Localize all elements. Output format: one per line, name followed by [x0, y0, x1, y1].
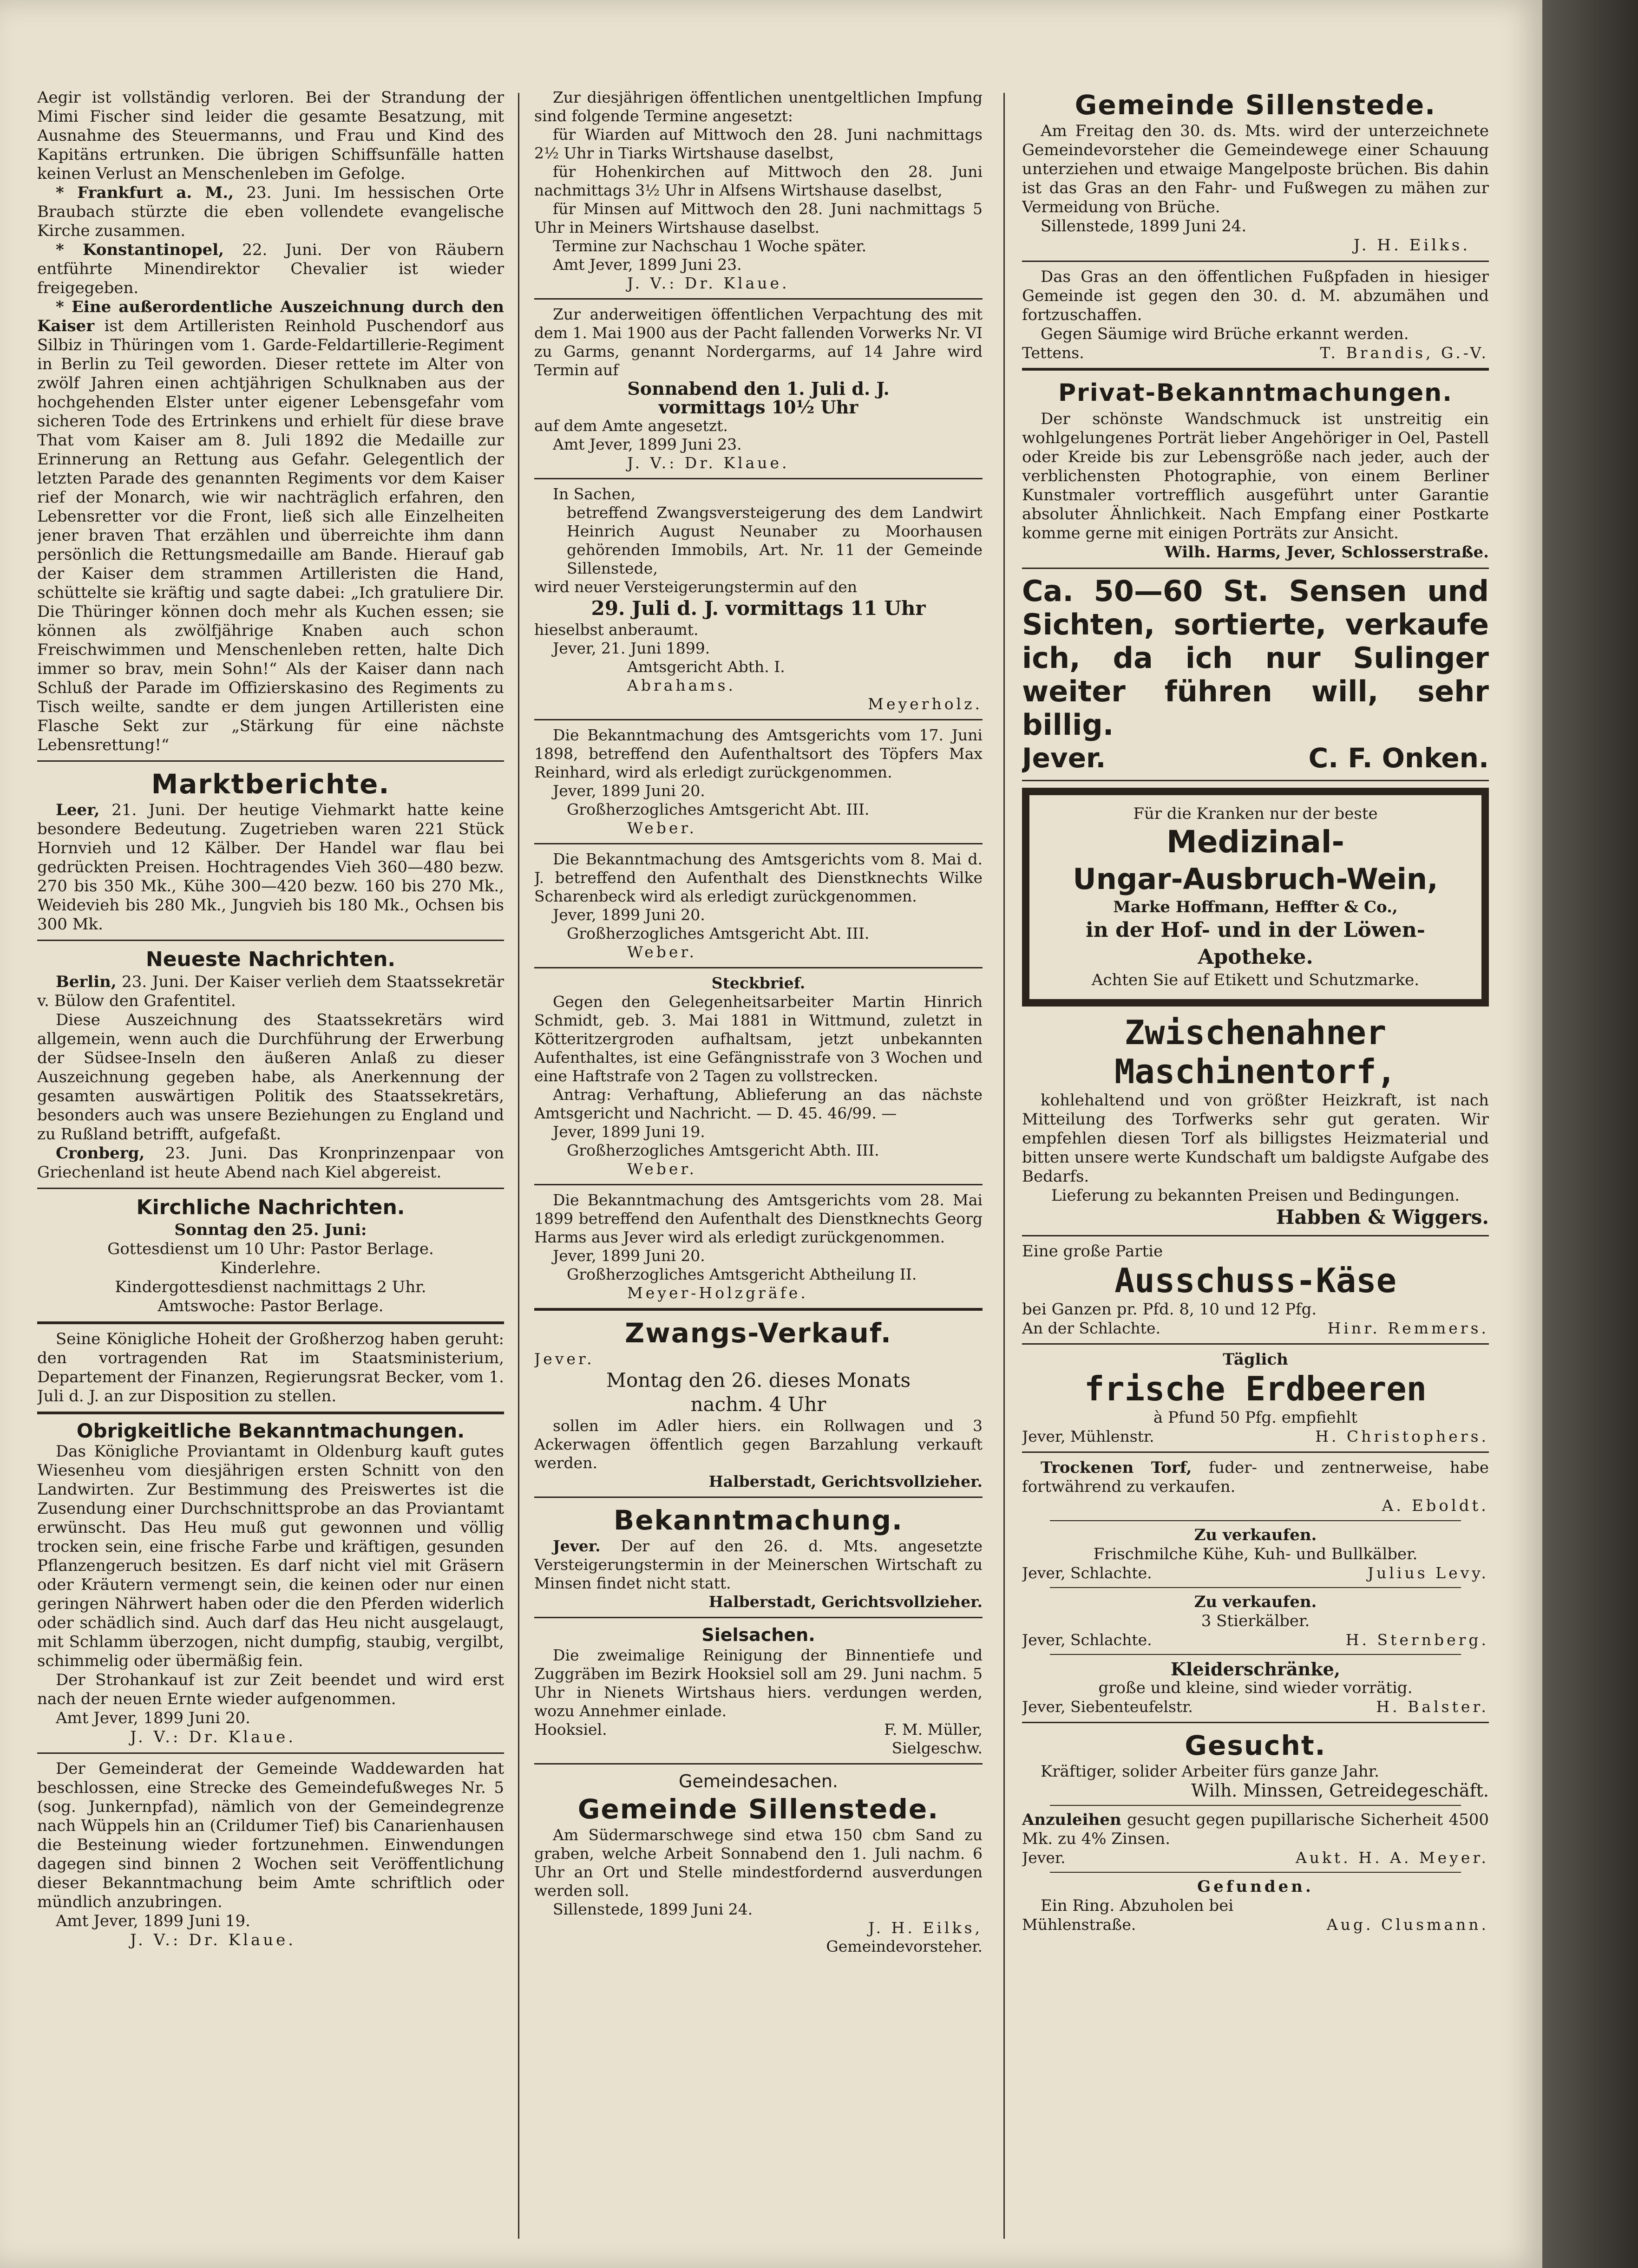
lease-date: Sonnabend den 1. Juli d. J.	[627, 378, 890, 399]
for-sale-heading: Zu verkaufen.	[1194, 1593, 1317, 1611]
divider	[37, 1412, 504, 1414]
divider	[1022, 780, 1489, 781]
divider	[1022, 1451, 1489, 1453]
notice-signature: J. V.: Dr. Klaue.	[627, 274, 790, 292]
road-inspection-notice: Am Freitag den 30. ds. Mts. wird der unterzeichnete Gemeindevorsteher die Gemeindewege einer Schauung unterziehen und etwaige Mangelposte brüchen. Bis dahin ist das Gras an den Fahr- und Fußwegen zu mähen zur Vermeidung von Brüche.	[1022, 122, 1489, 216]
signature-name: Hinr. Remmers.	[1327, 1319, 1489, 1337]
divider	[1022, 261, 1489, 262]
wardrobe-heading: Kleiderschränke,	[1170, 1659, 1340, 1680]
lease-time: vormittags 10½ Uhr	[658, 397, 858, 418]
signature-name: H. Christophers.	[1315, 1427, 1489, 1445]
notice-date: Jever, 1899 Juni 20.	[553, 906, 705, 924]
warrant-request: Antrag: Verhaftung, Ablieferung an das nächste Amtsgericht und Nachricht. — D. 45. 46/99. —	[534, 1085, 983, 1122]
signature-row	[1022, 1427, 1489, 1446]
wardrobe-text: große und kleine, sind wieder vorrätig.	[1098, 1679, 1413, 1697]
church-service-line: Amtswoche: Pastor Berlage.	[157, 1297, 384, 1315]
vaccination-intro: Zur diesjährigen öffentlichen unentgeltlichen Impfung sind folgende Termine angesetzt:	[534, 88, 983, 125]
forced-sale-heading: Zwangs-Verkauf.	[625, 1317, 892, 1349]
auction-place: hieselbst anberaumt.	[534, 621, 699, 639]
signature-name: Julius Levy.	[1367, 1564, 1489, 1582]
notice-signature: Meyer-Holzgräfe.	[627, 1284, 808, 1302]
notice-date: Sillenstede, 1899 Juni 24.	[553, 1900, 753, 1918]
signature-place: Jever.	[1022, 1849, 1066, 1867]
grass-mowing-notice: Das Gras an den öffentlichen Fußpfaden in hiesiger Gemeinde ist gegen den 30. d. M. abzumähen und fortzuschaffen.	[1022, 268, 1489, 324]
loan-ad	[1022, 1810, 1489, 1849]
for-sale-text: Frischmilche Kühe, Kuh- und Bullkälber.	[1093, 1545, 1418, 1563]
divider	[534, 1763, 983, 1765]
official-notice-footpath: Der Gemeinderat der Gemeinde Waddewarden hat beschlossen, eine Strecke des Gemeindefußweges Nr. 5 (sog. Junkernpfad), nämlich von der Gemeindegrenze nach Wüppels hin an (Crildumer Tief) bis Canarienhausen die Besteinung wieder fortzunehmen. Einwendungen dagegen sind binnen 2 Wochen seit Veröffentlichung dieser Bekanntmachung beim Amte schriftlich oder mündlich anzubringen.	[37, 1759, 504, 1911]
divider	[1022, 1722, 1489, 1723]
signature-place: Jever, Schlachte.	[1022, 1631, 1152, 1649]
loan-ad-head: Anzuleihen	[1022, 1810, 1121, 1829]
lease-notice: Zur anderweitigen öffentlichen Verpachtung des mit dem 1. Mai 1900 aus der Pacht fallenden Vorwerks Nr. VI zu Garms, genannt Nordergarms, auf 14 Jahre wird Termin auf	[534, 305, 983, 379]
notice-signature: J. V.: Dr. Klaue.	[130, 1931, 296, 1949]
signature-row	[534, 1720, 983, 1739]
column-left	[37, 88, 504, 1950]
notice-signature: J. H. Eilks.	[1353, 236, 1470, 255]
news-frankfurt	[37, 183, 504, 241]
column-rule-1	[518, 93, 519, 2239]
signature-name: F. M. Müller,	[884, 1720, 983, 1739]
church-news-heading: Kirchliche Nachrichten.	[136, 1196, 405, 1219]
notice-date: Jever, 1899 Juni 20.	[553, 782, 705, 800]
latest-news-berlin	[37, 973, 504, 1011]
loan-ad-body: gesucht gegen pupillarische Sicherheit 4500 Mk. zu 4% Zinsen.	[1022, 1810, 1489, 1848]
cheese-ad-title: Ausschuss-Käse	[1114, 1261, 1396, 1300]
divider	[534, 967, 983, 968]
column-right	[1022, 88, 1489, 1934]
signature-place: Hooksiel.	[534, 1720, 607, 1739]
column-middle	[534, 88, 983, 1956]
court-notice-scharenbeck: Die Bekanntmachung des Amtsgerichts vom 8. Mai d. J. betreffend den Aufenthalt des Dienstknechts Wilke Scharenbeck wird als erledigt zurückgenommen.	[534, 850, 983, 905]
divider	[1050, 1520, 1461, 1521]
dry-peat-ad	[1022, 1458, 1489, 1497]
municipality-heading: Gemeinde Sillenstede.	[577, 1793, 939, 1825]
court-name: Großherzogliches Amtsgericht Abtheilung II.	[567, 1265, 917, 1283]
signature-place: An der Schlachte.	[1022, 1319, 1161, 1337]
peat-ad-terms: Lieferung zu bekannten Preisen und Bedingungen.	[1051, 1186, 1460, 1205]
news-konstantinopel	[37, 241, 504, 298]
signature-place: Mühlenstraße.	[1022, 1915, 1136, 1934]
wine-ad-line: Für die Kranken nur der beste	[1133, 804, 1378, 823]
latest-news-award: Diese Auszeichnung des Staatssekretärs wird allgemein, wenn auch die Durchführung der Erwerbung der Südsee-Inseln den äußeren Anlaß zu dieser Auszeichnung gegeben habe, als Anerkennung der gesamten auswärtigen Politik des Staatssekretärs, besonders auch was unsere Beziehungen zu England und zu Rußland betrifft, aufgefaßt.	[37, 1011, 504, 1144]
wine-ad-note: Achten Sie auf Etikett und Schutzmarke.	[1091, 971, 1420, 989]
divider	[37, 760, 504, 762]
vaccination-followup: Termine zur Nachschau 1 Woche später.	[553, 237, 867, 255]
divider	[1022, 568, 1489, 569]
notice-date: Sillenstede, 1899 Juni 24.	[1041, 217, 1247, 235]
notice-date: Amt Jever, 1899 Juni 19.	[56, 1912, 250, 1930]
dike-matters-heading: Sielsachen.	[701, 1625, 815, 1645]
strawberry-ad-price: à Pfund 50 Pfg. empfiehlt	[1153, 1408, 1358, 1427]
news-kaiser	[37, 298, 504, 755]
court-name: Amtsgericht Abth. I.	[627, 658, 785, 676]
page-edge-shadow	[1542, 0, 1638, 2268]
market-report-body: 21. Juni. Der heutige Viehmarkt hatte keine besondere Bedeutung. Zugetrieben waren 221 Stück Hornvieh und 12 Kälber. Der Handel war flau bei gedrückten Preisen. Hochtragendes Vieh 360—480 bezw. 270 bis 350 Mk., Kühe 300—420 bezw. 160 bis 270 Mk., Weidevieh bis 280 Mk., Jungvieh bis 180 Mk., Ochsen bis 300 Mk.	[37, 801, 504, 934]
news-frankfurt-head: * Frankfurt a. M.,	[56, 183, 234, 202]
scythe-ad-signature-row	[1022, 742, 1489, 774]
portrait-ad-signature: Wilh. Harms, Jever, Schlosserstraße.	[1164, 543, 1489, 562]
signature-title: Sielgeschw.	[891, 1739, 983, 1757]
court-name: Großherzogliches Amtsgericht Abth. III.	[567, 1141, 879, 1159]
notice-signature: Abrahams.	[627, 676, 736, 694]
signature-name: Aug. Clusmann.	[1326, 1915, 1489, 1934]
notice-date: Amt Jever, 1899 Juni 20.	[56, 1709, 250, 1727]
signature-name: T. Brandis, G.-V.	[1320, 344, 1489, 362]
signature-row	[1022, 344, 1489, 362]
divider	[1022, 1343, 1489, 1345]
news-kaiser-body: ist dem Artilleristen Reinhold Puschendorf aus Silbiz in Thüringen vom 1. Garde-Feldartillerie-Regiment in Berlin zu Teil geworden. Dieser rettete im Alter von zwölf Jahren einen achtjährigen Schulknaben aus der hochgehenden Elster unter eigener Lebensgefahr vom sicheren Tode des Ertrinkens und erhielt für diese brave That vom Kaiser am 8. Juli 1892 die Medaille zur Erinnerung an Rettung aus Gefahr. Gelegentlich der letzten Parade des genannten Regiments vor dem Kaiser rief der Monarch, wie wir nachträglich erfahren, den Lebensretter vor die Front, ließ sich alle Einzelheiten jener braven That erzählen und überreichte ihm dann persönlich die Rettungsmedaille am Bande. Hierauf gab der Kaiser dem strammen Artilleristen die Hand, schüttelte sie kräftig und sagte dabei: „Ich gratuliere Dir. Die Thüringer können doch mehr als Kuchen essen; sie können als zwölfjährige Knaben auch schon Freischwimmen und Menschenleben retten, halte Dich immer so brav, mein Sohn!“ Als der Kaiser dann nach Schluß der Parade im Offizierskasino des Regiments zu Tisch weilte, sandte er dem jungen Artilleristen eine Flasche Sekt zur „Stärkung für eine nächste Lebensrettung!“	[37, 317, 504, 754]
dry-peat-signature: A. Eboldt.	[1382, 1497, 1489, 1515]
market-report-head: Leer,	[56, 801, 100, 819]
notice-signature: Meyerholz.	[868, 695, 983, 713]
grass-mowing-penalty: Gegen Säumige wird Brüche erkannt werden.	[1041, 325, 1409, 343]
divider	[534, 478, 983, 479]
for-sale-text: 3 Stierkälber.	[1201, 1612, 1310, 1630]
notice-date: Jever, 21. Juni 1899.	[553, 639, 710, 657]
forced-sale-signature: Halberstadt, Gerichtsvollzieher.	[708, 1472, 983, 1490]
divider	[534, 1184, 983, 1185]
peat-ad-title: Maschinentorf,	[1114, 1052, 1396, 1091]
municipality-heading: Gemeinde Sillenstede.	[1075, 89, 1436, 121]
notice-signature: J. H. Eilks,	[868, 1919, 983, 1937]
divider	[534, 1617, 983, 1618]
divider	[534, 1497, 983, 1498]
for-sale-heading: Zu verkaufen.	[1194, 1526, 1317, 1544]
scythe-ad-text: Ca. 50—60 St. Sensen und Sichten, sortierte, verkaufe ich, da ich nur Sulinger weiter führen will, sehr billig.	[1022, 574, 1489, 742]
divider	[37, 940, 504, 941]
church-news-date: Sonntag den 25. Juni:	[174, 1221, 367, 1239]
announcement-signature: Halberstadt, Gerichtsvollzieher.	[708, 1593, 983, 1611]
private-notices-heading: Privat-Bekanntmachungen.	[1058, 379, 1453, 407]
divider	[534, 843, 983, 844]
found-text: Ein Ring. Abzuholen bei	[1041, 1896, 1234, 1915]
notice-signature: Weber.	[627, 1160, 697, 1178]
announcement-heading: Bekanntmachung.	[614, 1504, 903, 1536]
divider	[37, 1188, 504, 1189]
forced-sale-time: nachm. 4 Uhr	[690, 1393, 826, 1416]
latest-news-berlin-body: 23. Juni. Der Kaiser verlieh dem Staatssekretär v. Bülow den Grafentitel.	[37, 973, 504, 1010]
news-frankfurt-body: 23. Juni. Im hessischen Orte Braubach stürzte die eben vollendete evangelische Kirche zusammen.	[37, 183, 504, 240]
signature-row	[1022, 1915, 1489, 1934]
announcement-text	[534, 1537, 983, 1593]
official-notice-straw: Der Strohankauf ist zur Zeit beendet und wird erst nach der neuen Ernte wieder aufgenommen.	[37, 1671, 504, 1708]
signature-place: Jever.	[1022, 742, 1106, 774]
court-notice-reinhard: Die Bekanntmachung des Amtsgerichts vom 17. Juni 1898, betreffend den Aufenthaltsort des Töpfers Max Reinhard, wird als erledigt zurückgenommen.	[534, 726, 983, 781]
divider	[534, 1308, 983, 1311]
strawberry-ad-title: frische Erdbeeren	[1084, 1369, 1427, 1408]
signature-row	[1022, 1698, 1489, 1716]
found-heading: Gefunden.	[1197, 1877, 1314, 1896]
church-service-line: Kindergottesdienst nachmittags 2 Uhr.	[115, 1278, 426, 1296]
divider	[37, 1321, 504, 1324]
notice-signature: J. V.: Dr. Klaue.	[627, 454, 790, 472]
cheese-ad-intro: Eine große Partie	[1022, 1242, 1163, 1261]
forced-sale-date: Montag den 26. dieses Monats	[606, 1369, 911, 1392]
signature-place: Tettens.	[1022, 344, 1084, 362]
peat-ad-signature: Habben & Wiggers.	[1276, 1206, 1489, 1229]
strawberry-ad-intro: Täglich	[1223, 1350, 1288, 1369]
news-konstantinopel-head: * Konstantinopel,	[56, 241, 224, 259]
news-konstantinopel-body: 22. Juni. Der von Räubern entführte Minendirektor Chevalier ist wieder freigegeben.	[37, 241, 504, 297]
lease-location: auf dem Amte angesetzt.	[534, 417, 728, 435]
notice-date: Amt Jever, 1899 Juni 23.	[553, 435, 742, 453]
divider	[534, 298, 983, 300]
latest-news-heading: Neueste Nachrichten.	[145, 948, 396, 971]
column-rule-2	[1003, 93, 1005, 2239]
divider	[1050, 1654, 1461, 1655]
announcement-head: Jever.	[553, 1537, 601, 1555]
official-notices-heading: Obrigkeitliche Bekanntmachungen.	[76, 1419, 465, 1442]
dike-matters-text: Die zweimalige Reinigung der Binnentiefe und Zuggräben im Bezirk Hooksiel soll am 29. Juni nachm. 5 Uhr in Nienets Wirtshaus hiers. verdungen werden, wozu Annehmer einlade.	[534, 1646, 983, 1720]
divider	[1050, 1805, 1461, 1806]
auction-case: In Sachen,	[553, 485, 636, 503]
wine-ad-title: Ungar-Ausbruch-Wein,	[1073, 862, 1438, 896]
notice-date: Amt Jever, 1899 Juni 23.	[553, 255, 742, 274]
municipality-sand-notice: Am Südermarschwege sind etwa 150 cbm Sand zu graben, welche Arbeit Sonnabend den 1. Juli nachm. 6 Uhr an Ort und Stelle mindestfordernd ausverdungen werden soll.	[534, 1826, 983, 1900]
court-notice-harms: Die Bekanntmachung des Amtsgerichts vom 28. Mai 1899 betreffend den Aufenthalt des Dienstknechts Georg Harms aus Jever wird als erledigt zurückgenommen.	[534, 1191, 983, 1246]
divider	[1050, 1872, 1461, 1873]
market-reports-heading: Marktberichte.	[151, 768, 390, 800]
signature-title: Gemeindevorsteher.	[826, 1937, 983, 1955]
official-notice-hay: Das Königliche Proviantamt in Oldenburg kauft gutes Wiesenheu vom diesjährigen ersten Schnitt von den Landwirten. Zur Bestimmung des Preiswertes ist die Zusendung einer Durchschnittsprobe an das Proviantamt erwünscht. Das Heu muß gut gewonnen und völlig trocken sein, eine frische Farbe und kräftigen, gesunden Pflanzengeruch besitzen. Es darf nicht viel mit Gräsern oder Kräutern vermengt sein, die keinen oder nur einen geringen Nährwert haben oder die den Pferden widerlich oder schädlich sind. Auch darf das Heu nicht ausgelaugt, mit Schlamm überzogen, nicht dumpfig, staubig, vergilbt, schimmelig oder übermäßig fein.	[37, 1442, 504, 1670]
forced-sale-place: Jever.	[534, 1350, 595, 1368]
auction-datetime: 29. Juli d. J. vormittags 11 Uhr	[591, 597, 926, 620]
wine-ad-pharmacies: in der Hof- und in der Löwen-Apotheke.	[1086, 918, 1425, 969]
signature-row	[1022, 1631, 1489, 1649]
signature-name: C. F. Onken.	[1308, 742, 1489, 774]
notice-signature: Weber.	[627, 943, 697, 961]
notice-date: Jever, 1899 Juni 19.	[553, 1123, 705, 1141]
vaccination-date: für Minsen auf Mittwoch den 28. Juni nachmittags 5 Uhr in Meiners Wirtshause daselbst.	[534, 200, 983, 236]
announcement-body: Der auf den 26. d. Mts. angesetzte Versteigerungstermin in der Meinerschen Wirtschaft zu Minsen findet nicht statt.	[534, 1537, 983, 1592]
warrant-text: Gegen den Gelegenheitsarbeiter Martin Hinrich Schmidt, geb. 3. Mai 1881 in Wittmund, zuletzt in Kötteritzergroden aufhaltsam, jetzt unbekannten Aufenthaltes, ist eine Gefängnisstrafe von 3 Wochen und eine Haftstrafe von 2 Tagen zu vollstrecken.	[534, 993, 983, 1085]
court-name: Großherzogliches Amtsgericht Abt. III.	[567, 800, 870, 818]
divider	[37, 1752, 504, 1754]
divider	[1022, 368, 1489, 371]
news-shipwreck: Aegir ist vollständig verloren. Bei der Strandung der Mimi Fischer sind leider die gesamte Besatzung, mit Ausnahme des Steuermanns, und Frau und Kind des Kapitäns ertrunken. Die übrigen Schiffsunfälle hatten keinen Verlust an Menschenleben im Gefolge.	[37, 88, 504, 183]
wanted-text: Kräftiger, solider Arbeiter fürs ganze Jahr.	[1041, 1762, 1379, 1781]
wanted-heading: Gesucht.	[1185, 1730, 1326, 1761]
cheese-ad-price: bei Ganzen pr. Pfd. 8, 10 und 12 Pfg.	[1022, 1300, 1317, 1319]
wine-ad-box	[1022, 788, 1489, 1007]
grand-duke-notice: Seine Königliche Hoheit der Großherzog haben geruht: den vortragenden Rat im Staatsministerium, Departement der Finanzen, Regierungsrat Becker, vom 1. Juli d. J. an zur Disposition zu stellen.	[37, 1330, 504, 1405]
peat-ad-title: Zwischenahner	[1124, 1013, 1387, 1052]
municipal-matters-heading: Gemeindesachen.	[679, 1771, 838, 1791]
warrant-heading: Steckbrief.	[711, 974, 806, 992]
vaccination-date: für Wiarden auf Mittwoch den 28. Juni nachmittags 2½ Uhr in Tiarks Wirtshause daselbst,	[534, 125, 983, 162]
latest-news-berlin-head: Berlin,	[56, 973, 117, 991]
dry-peat-body: fuder- und zentnerweise, habe fortwährend zu verkaufen.	[1022, 1458, 1489, 1496]
peat-ad-text: kohlehaltend und von größter Heizkraft, ist nach Mitteilung des Torfwerks sehr gut geraten. Wir empfehlen diesen Torf als billigstes Heizmaterial und bitten unsere werte Kundschaft um baldigste Aufgabe des Bedarfs.	[1022, 1091, 1489, 1186]
notice-date: Jever, 1899 Juni 20.	[553, 1247, 705, 1265]
divider	[1050, 1587, 1461, 1588]
court-name: Großherzogliches Amtsgericht Abt. III.	[567, 924, 870, 942]
wine-ad-brand: Marke Hoffmann, Heffter & Co.,	[1113, 898, 1398, 916]
latest-news-cronberg-body: 23. Juni. Das Kronprinzenpaar von Griechenland ist heute Abend nach Kiel abgereist.	[37, 1144, 504, 1182]
signature-row	[1022, 1564, 1489, 1582]
signature-place: Jever, Siebenteufelstr.	[1022, 1698, 1193, 1716]
signature-place: Jever, Mühlenstr.	[1022, 1427, 1154, 1445]
signature-row	[1022, 1319, 1489, 1338]
dry-peat-head: Trockenen Torf,	[1041, 1458, 1192, 1477]
market-report-leer	[37, 801, 504, 934]
vaccination-date: für Hohenkirchen auf Mittwoch den 28. Juni nachmittags 3½ Uhr in Alfsens Wirtshause daselbst,	[534, 163, 983, 199]
signature-name: H. Balster.	[1376, 1698, 1489, 1716]
notice-signature: Weber.	[627, 819, 697, 837]
auction-subject: betreffend Zwangsversteigerung des dem Landwirt Heinrich August Neunaber zu Moorhausen gehörenden Immobils, Art. Nr. 11 der Gemeinde Sillenstede,	[567, 503, 983, 577]
signature-name: H. Sternberg.	[1345, 1631, 1489, 1649]
auction-new-date: wird neuer Versteigerungstermin auf den	[534, 578, 858, 596]
signature-place: Jever, Schlachte.	[1022, 1564, 1152, 1582]
forced-sale-text: sollen im Adler hiers. ein Rollwagen und 3 Ackerwagen öffentlich gegen Barzahlung verkauft werden.	[534, 1417, 983, 1472]
signature-name: Aukt. H. A. Meyer.	[1295, 1849, 1489, 1867]
church-service-line: Kinderlehre.	[220, 1259, 321, 1277]
signature-row	[1022, 1849, 1489, 1867]
church-service-line: Gottesdienst um 10 Uhr: Pastor Berlage.	[107, 1240, 434, 1258]
latest-news-cronberg-head: Cronberg,	[56, 1144, 145, 1163]
divider	[1022, 1235, 1489, 1236]
notice-signature: J. V.: Dr. Klaue.	[130, 1728, 296, 1746]
latest-news-cronberg	[37, 1144, 504, 1182]
portrait-ad-text: Der schönste Wandschmuck ist unstreitig ein wohlgelungenes Porträt lieber Angehöriger in Oel, Pastell oder Kreide bis zur Lebensgröße nach jeder, auch der verblichensten Photographie, von einem Berliner Kunstmaler vortrefflich ausgeführt unter Garantie absoluter Ähnlichkeit. Nach Empfang einer Postkarte komme gerne mit einigen Porträts zur Ansicht.	[1022, 410, 1489, 542]
wine-ad-title: Medizinal-	[1166, 824, 1344, 860]
divider	[534, 719, 983, 720]
news-kaiser-head: * Eine außerordentliche Auszeichnung durch den Kaiser	[37, 298, 504, 335]
wanted-signature: Wilh. Minssen, Getreidegeschäft.	[1191, 1780, 1489, 1801]
